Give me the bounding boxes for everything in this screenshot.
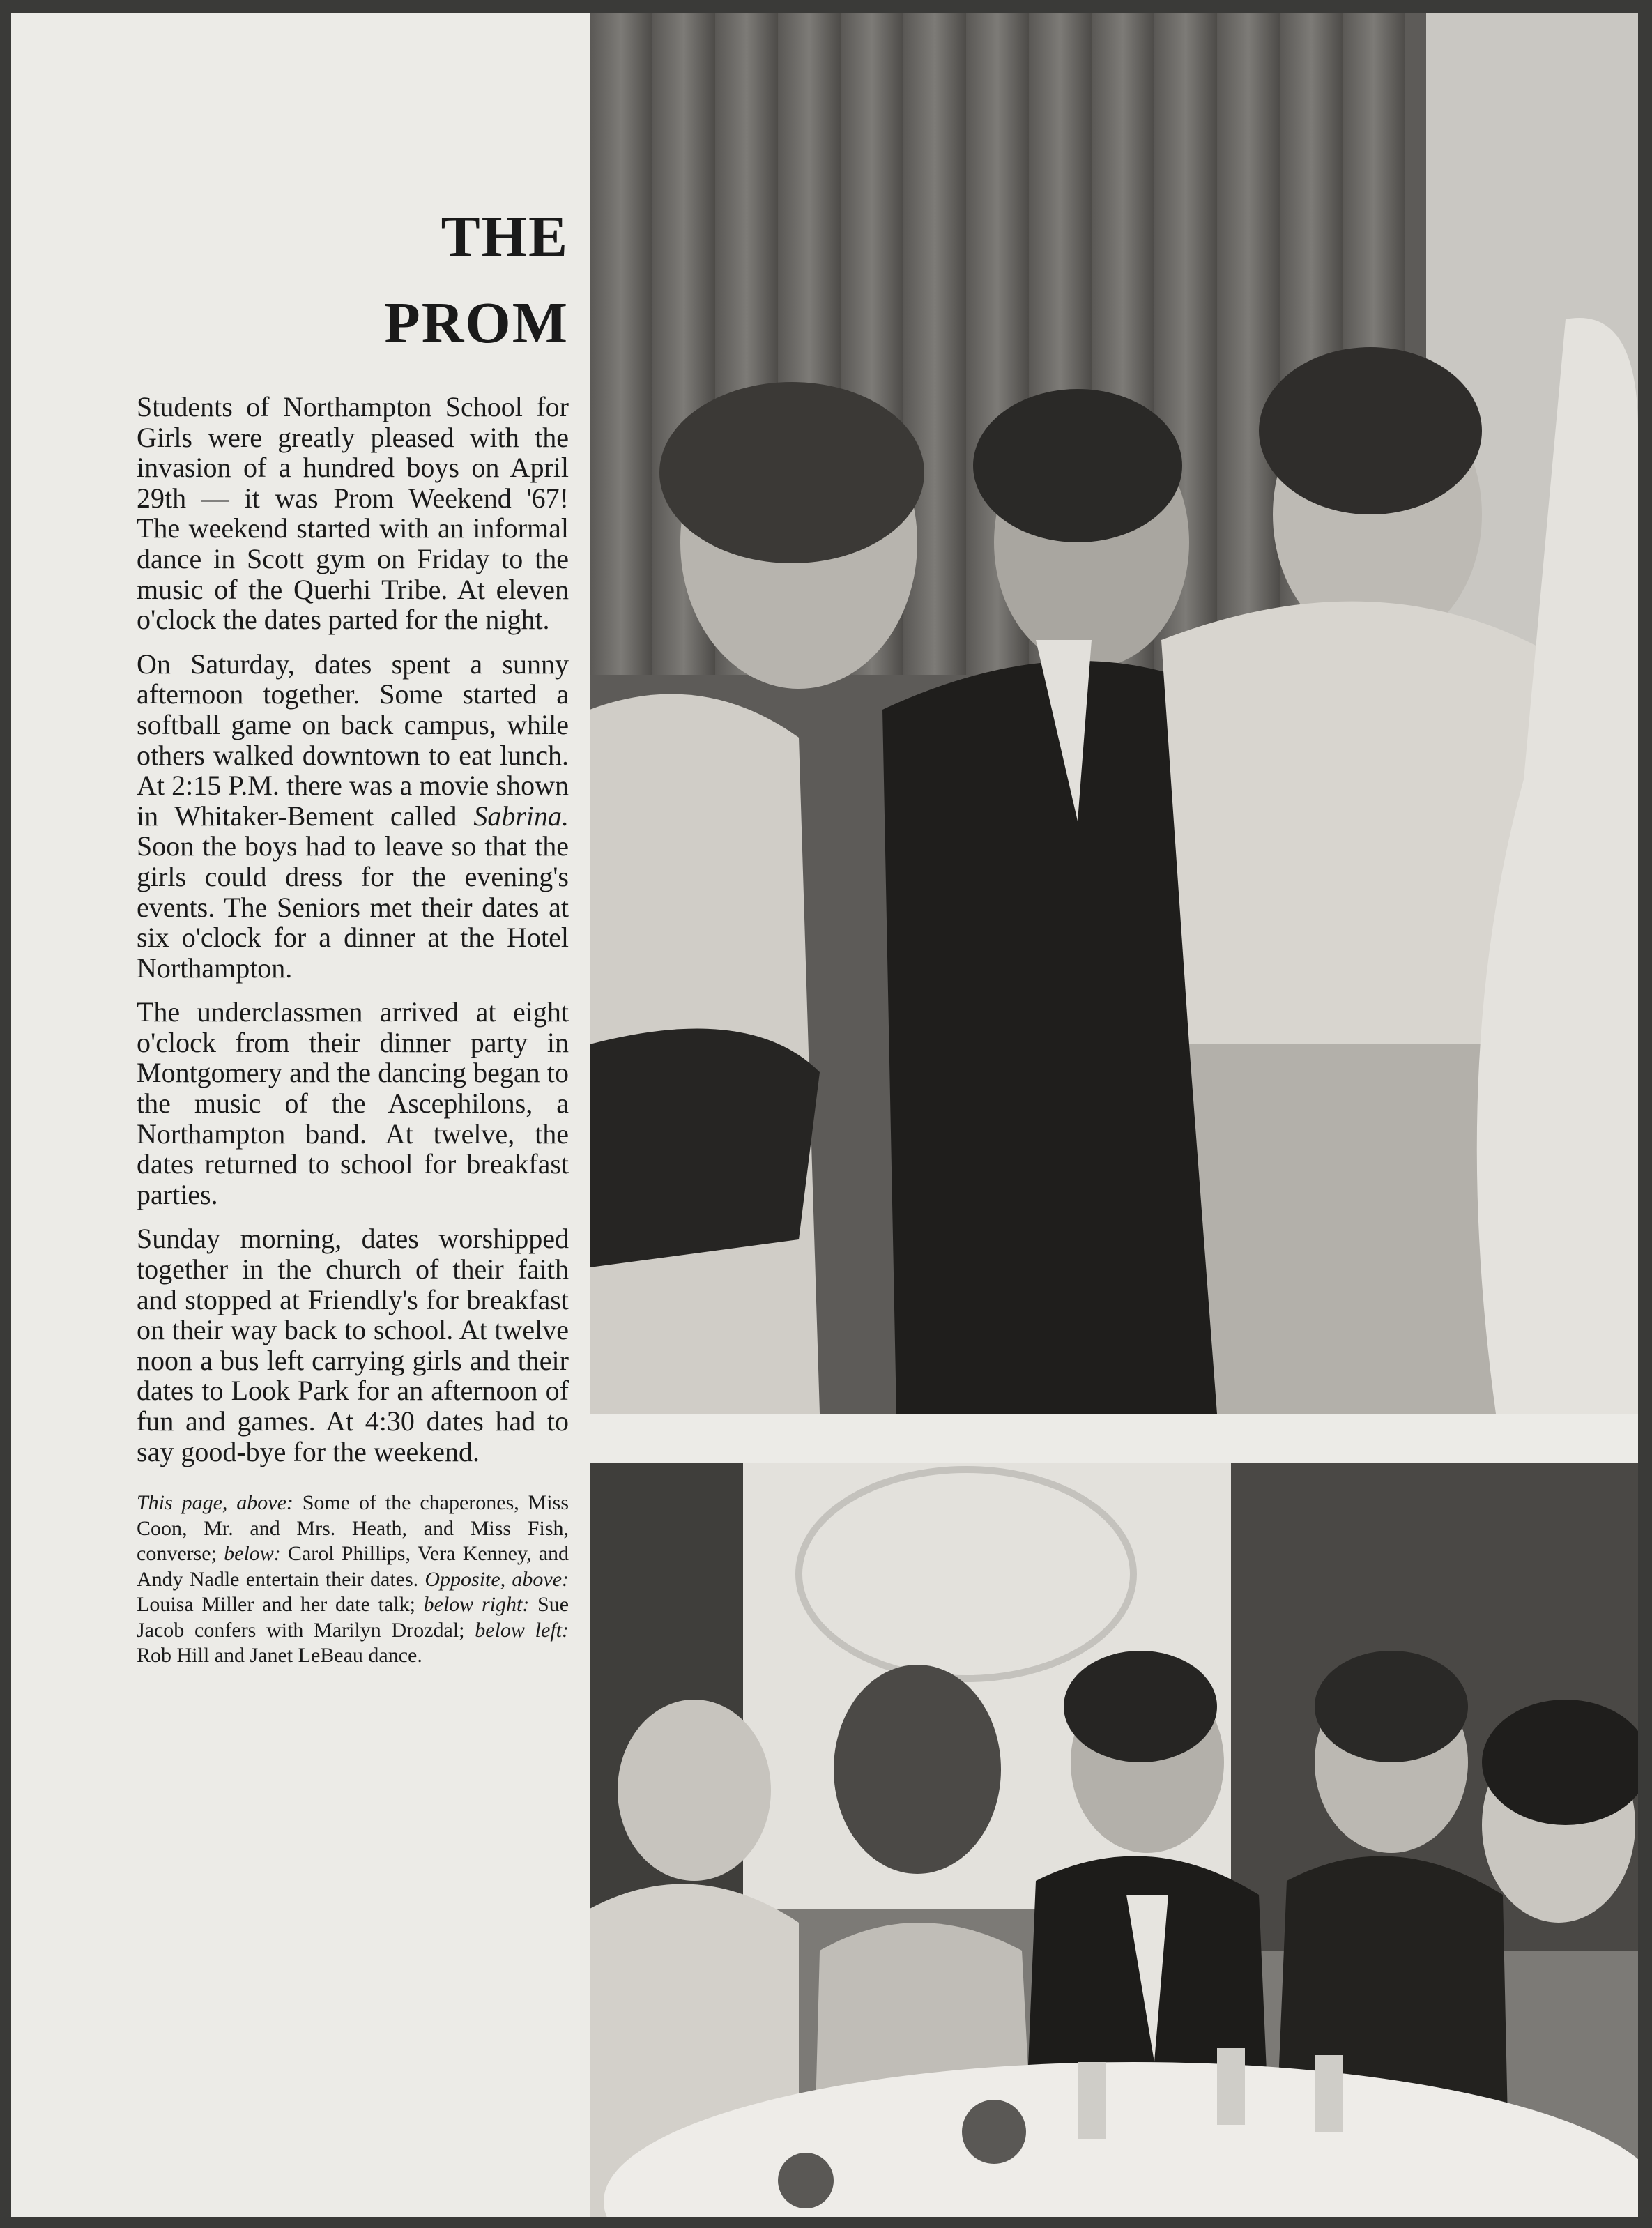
- article-column: [137, 194, 569, 1690]
- paragraph-saturday-part1: On Saturday, dates spent a sunny afternoon together. Some started a softball game on back campus, while others walked downtown to eat lunch. At 2:15 P.M. there was a movie shown in Whitaker-Bement called: [137, 648, 569, 832]
- chaperones-photo-art: [590, 13, 1638, 1414]
- caption-below-right-label: below right:: [423, 1593, 530, 1617]
- paragraph-evening: The underclassmen arrived at eight o'clock from their dinner party in Montgomery and the dancing began to the music of the Ascephilons, a Northampton band. At twelve, the dates returned to school for breakfast parties.: [137, 996, 569, 1210]
- caption-below-label: below:: [224, 1542, 281, 1566]
- paragraph-saturday-part2: Soon the boys had to leave so that the girls could dress for the evening's events. The Seniors met their dates at six o'clock for a dinner at the Hotel Northampton.: [137, 830, 569, 984]
- chaperones-photo: [590, 13, 1638, 1414]
- paragraph-sunday: Sunday morning, dates worshipped together in the church of their faith and stopped at Friendly's for breakfast on their way back to school. At twelve noon a bus left carrying girls and their dates to Look Park for an afternoon of fun and games. At 4:30 dates had to say good-bye for the weekend.: [137, 1223, 569, 1467]
- caption-below-left-text: Rob Hill and Janet LeBeau dance.: [137, 1644, 422, 1668]
- dinner-table-photo-art: [590, 1463, 1638, 2217]
- caption-above-label: This page, above:: [137, 1491, 293, 1515]
- article-title: [137, 194, 569, 367]
- paragraph-friday: Students of Northampton School for Girls were greatly pleased with the invasion of a hundred boys on April 29th — it was Prom Weekend '67! The weekend started with an informal dance in Scott gym on Friday to the music of the Querhi Tribe. At eleven o'clock the dates parted for the night.: [137, 391, 569, 636]
- title-line-prom: PROM: [384, 291, 569, 356]
- yearbook-page: [11, 13, 1638, 2217]
- dinner-table-photo: [590, 1463, 1638, 2217]
- movie-title: Sabrina.: [473, 800, 569, 832]
- caption-opposite-text: Louisa Miller and her date talk;: [137, 1593, 415, 1617]
- caption-below-left-label: below left:: [475, 1618, 569, 1642]
- caption-opposite-label: Opposite, above:: [425, 1567, 569, 1591]
- caption-below-right-text: Sue Jacob confers with Marilyn Drozdal;: [137, 1593, 569, 1642]
- photo-caption: [137, 1490, 569, 1669]
- paragraph-saturday: [137, 649, 569, 984]
- caption-above-text: Some of the chaperones, Miss Coon, Mr. and Mrs. Heath, and Miss Fish, converse;: [137, 1491, 569, 1566]
- title-line-the: THE: [441, 204, 569, 269]
- caption-below-text: Carol Phillips, Vera Kenney, and Andy Nadle entertain their dates.: [137, 1542, 569, 1591]
